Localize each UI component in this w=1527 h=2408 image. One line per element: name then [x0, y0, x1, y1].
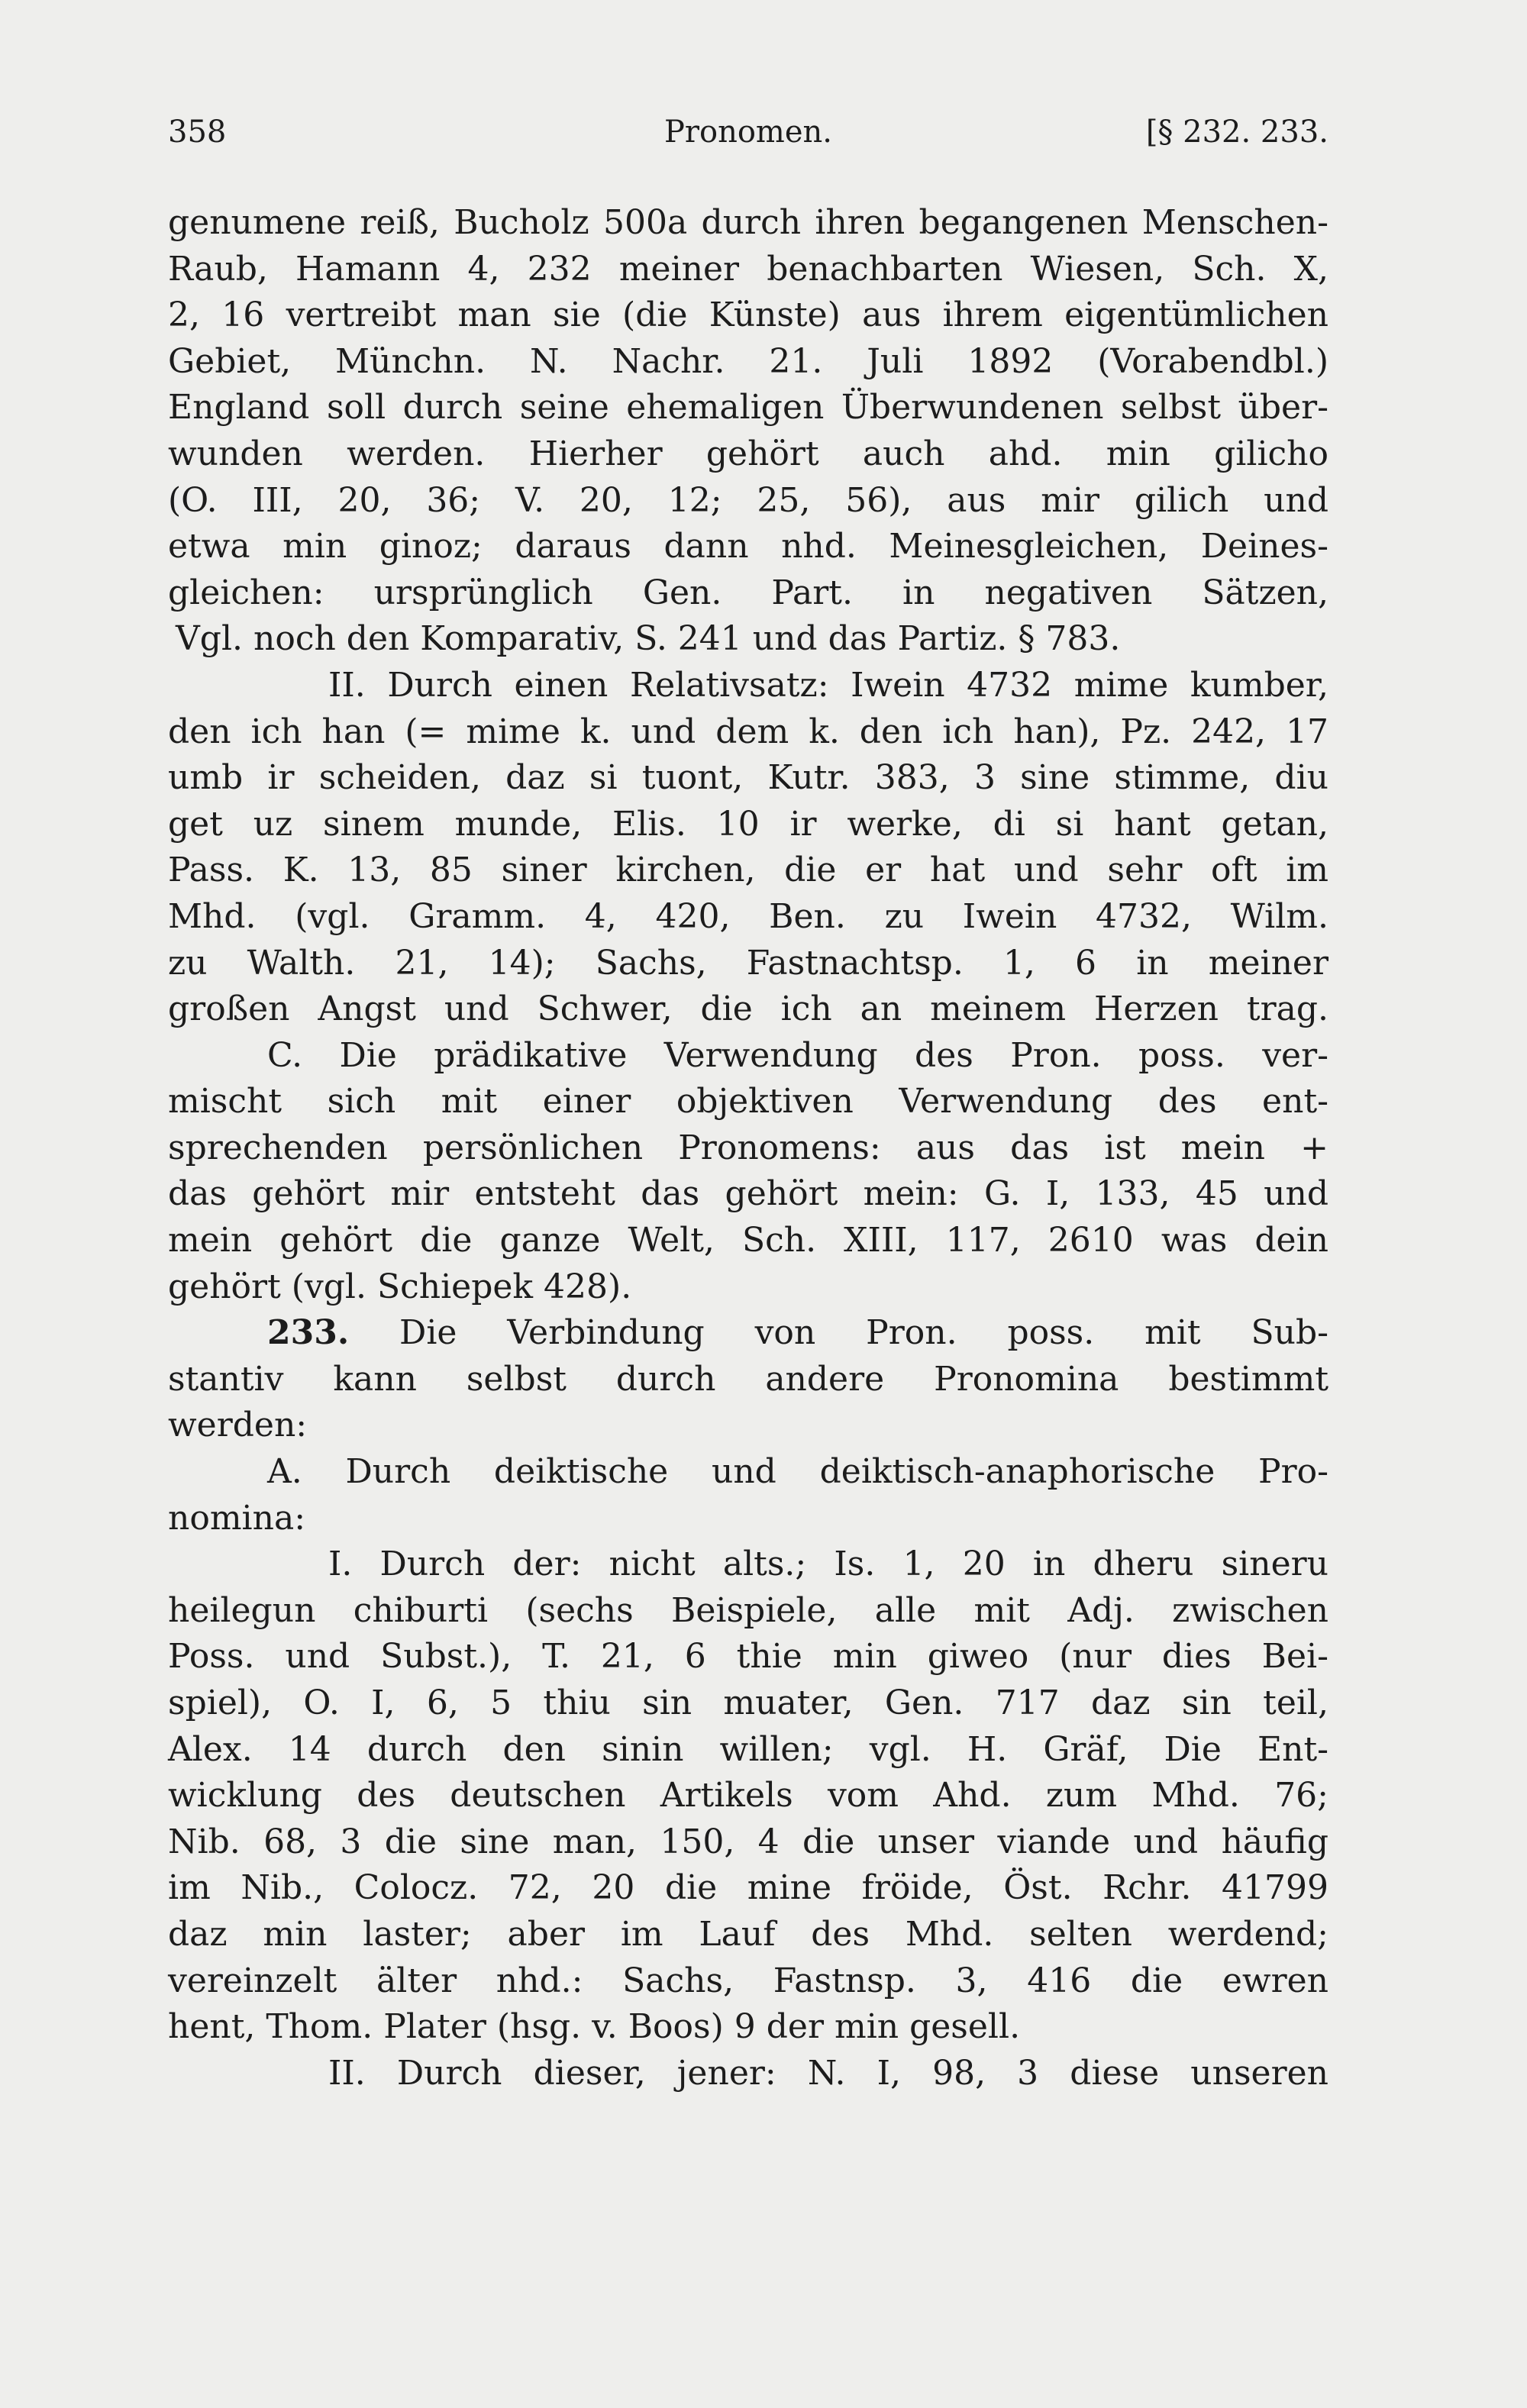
text-line: A. Durch deiktische und deiktisch-anaphorische Pro-: [267, 1452, 1328, 1492]
text-line: Vgl. noch den Komparativ, S. 241 und das Partiz. § 783.: [176, 619, 1121, 659]
text-line: Raub, Hamann 4, 232 meiner benachbarten Wiesen, Sch. X,: [168, 249, 1328, 289]
text-line: vereinzelt älter nhd.: Sachs, Fastnsp. 3, 416 die ewren: [168, 1961, 1328, 2000]
text-line: England soll durch seine ehemaligen Überwundenen selbst über-: [168, 388, 1328, 428]
text-line: nomina:: [168, 1498, 306, 1538]
text-line: (O. III, 20, 36; V. 20, 12; 25, 56), aus mir gilich und: [168, 480, 1328, 520]
text-line: I. Durch der: nicht alts.; Is. 1, 20 in dheru sineru: [328, 1545, 1328, 1584]
text-line: spiel), O. I, 6, 5 thiu sin muater, Gen. 717 daz sin teil,: [168, 1683, 1328, 1722]
text-line: II. Durch einen Relativsatz: Iwein 4732 mime kumber,: [328, 665, 1328, 705]
text-line: im Nib., Colocz. 72, 20 die mine fröide, Öst. Rchr. 41799: [168, 1868, 1328, 1908]
text-line: das gehört mir entsteht das gehört mein: G. I, 133, 45 und: [168, 1174, 1328, 1214]
section-233-first-line: [168, 1310, 1328, 1357]
text-line: gehört (vgl. Schiepek 428).: [168, 1267, 632, 1306]
text-line: stantiv kann selbst durch andere Pronomina bestimmt: [168, 1359, 1328, 1399]
text-line: daz min laster; aber im Lauf des Mhd. selten werdend;: [168, 1914, 1328, 1954]
page-number: 358: [168, 115, 227, 150]
text-line: Gebiet, Münchn. N. Nachr. 21. Juli 1892 (Vorabendbl.): [168, 341, 1328, 381]
text-line: hent, Thom. Plater (hsg. v. Boos) 9 der min gesell.: [168, 2007, 1021, 2047]
text-line: den ich han (= mime k. und dem k. den ich han), Pz. 242, 17: [168, 712, 1328, 751]
text-line: Alex. 14 durch den sinin willen; vgl. H. Gräf, Die Ent-: [168, 1729, 1328, 1769]
text-line: Die Verbindung von Pron. poss. mit Sub-: [399, 1313, 1328, 1353]
text-line: mischt sich mit einer objektiven Verwendung des ent-: [168, 1082, 1328, 1122]
running-header: [168, 115, 1328, 160]
text-line: gleichen: ursprünglich Gen. Part. in negativen Sätzen,: [168, 573, 1328, 612]
text-line: get uz sinem munde, Elis. 10 ir werke, di si hant getan,: [168, 804, 1328, 844]
section-number: 233.: [267, 1313, 350, 1353]
text-line: etwa min ginoz; daraus dann nhd. Meinesgleichen, Deines-: [168, 527, 1328, 566]
text-line: heilegun chiburti (sechs Beispiele, alle mit Adj. zwischen: [168, 1590, 1328, 1630]
body-text: [168, 200, 1328, 2097]
section-reference: [§ 232. 233.: [1145, 115, 1328, 150]
running-title: Pronomen.: [663, 115, 833, 150]
text-line: sprechenden persönlichen Pronomens: aus das ist mein +: [168, 1128, 1328, 1167]
text-line: werden:: [168, 1406, 308, 1445]
text-line: zu Walth. 21, 14); Sachs, Fastnachtsp. 1, 6 in meiner: [168, 943, 1328, 983]
text-line: wicklung des deutschen Artikels vom Ahd. zum Mhd. 76;: [168, 1776, 1328, 1816]
text-line: mein gehört die ganze Welt, Sch. XIII, 117, 2610 was dein: [168, 1221, 1328, 1260]
text-line: C. Die prädikative Verwendung des Pron. poss. ver-: [267, 1035, 1328, 1075]
text-line: umb ir scheiden, daz si tuont, Kutr. 383, 3 sine stimme, diu: [168, 758, 1328, 798]
text-line: 2, 16 vertreibt man sie (die Künste) aus ihrem eigentümlichen: [168, 295, 1328, 335]
text-line: genumene reiß, Bucholz 500a durch ihren begangenen Menschen-: [168, 203, 1328, 242]
text-line: Poss. und Subst.), T. 21, 6 thie min giweo (nur dies Bei-: [168, 1637, 1328, 1677]
text-line: II. Durch dieser, jener: N. I, 98, 3 diese unseren: [328, 2053, 1328, 2093]
text-line: wunden werden. Hierher gehört auch ahd. min gilicho: [168, 434, 1328, 473]
text-line: Nib. 68, 3 die sine man, 150, 4 die unser viande und häufig: [168, 1822, 1328, 1861]
text-line: Pass. K. 13, 85 siner kirchen, die er hat und sehr oft im: [168, 851, 1328, 890]
text-line: Mhd. (vgl. Gramm. 4, 420, Ben. zu Iwein 4732, Wilm.: [168, 896, 1328, 936]
text-line: großen Angst und Schwer, die ich an meinem Herzen trag.: [168, 989, 1328, 1029]
